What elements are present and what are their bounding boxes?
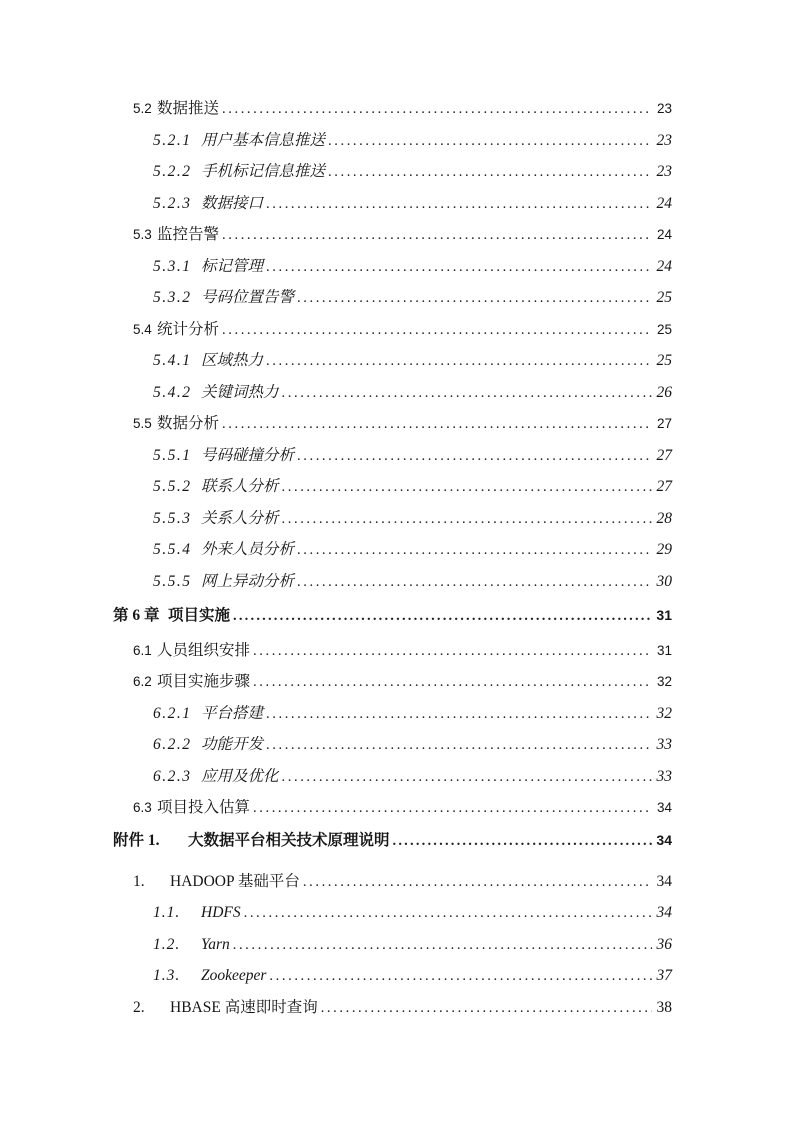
toc-entry-page: 23 <box>656 131 672 149</box>
toc-entry-number: 5.4.2 <box>153 383 192 401</box>
toc-entry-number: 6.2.3 <box>153 767 192 785</box>
toc-entry[interactable] <box>113 643 672 659</box>
toc-entry-title: 应用及优化 <box>201 767 279 785</box>
toc-entry-number: 附件 1. <box>113 831 160 849</box>
toc-entry-title: 关系人分析 <box>201 509 279 527</box>
toc-entry-page: 29 <box>656 541 672 558</box>
toc-entry[interactable] <box>113 290 672 306</box>
toc-entry[interactable] <box>113 607 672 624</box>
dot-leader <box>266 353 652 369</box>
toc-entry-page: 25 <box>656 352 672 369</box>
dot-leader <box>269 968 652 984</box>
toc-entry-title: 关键词热力 <box>201 383 279 401</box>
toc-entry-title: 号码位置告警 <box>201 289 295 306</box>
toc-entry[interactable] <box>113 322 672 338</box>
toc-entry-number: 5.3 <box>133 227 152 242</box>
toc-entry-number: 5.3.2 <box>153 289 192 306</box>
toc-entry-number: 2. <box>133 998 145 1016</box>
toc-entry-title: 数据推送 <box>157 100 220 117</box>
toc-entry-number: 1. <box>133 872 145 890</box>
toc-entry[interactable] <box>113 353 672 369</box>
dot-leader <box>266 737 652 753</box>
toc-entry-number: 5.4.1 <box>153 352 192 369</box>
toc-entry-page: 23 <box>656 101 672 116</box>
dot-leader <box>282 511 652 527</box>
toc-entry[interactable] <box>113 874 672 890</box>
toc-entry-page: 38 <box>656 998 672 1016</box>
toc-entry[interactable] <box>113 968 672 984</box>
toc-entry-number: 5.5.4 <box>153 541 192 558</box>
toc-entry[interactable] <box>113 385 672 401</box>
dot-leader <box>297 448 652 464</box>
toc-entry[interactable] <box>113 259 672 275</box>
toc-entry-number: 6.2.2 <box>153 736 192 753</box>
toc-entry-number: 第 6 章 <box>113 606 160 624</box>
toc-entry-page: 27 <box>656 416 672 431</box>
dot-leader <box>266 196 652 212</box>
toc-entry-title: 号码碰撞分析 <box>201 446 295 464</box>
toc-entry-title: 用户基本信息推送 <box>201 131 326 149</box>
toc-entry[interactable] <box>113 1000 672 1016</box>
toc-entry-title: 人员组织安排 <box>157 641 251 659</box>
toc-entry-number: 5.5.5 <box>153 572 192 590</box>
toc-entry-title: 项目实施步骤 <box>157 673 251 690</box>
toc-entry-title: HBASE 高速即时查询 <box>170 998 318 1016</box>
toc-entry-number: 1.2. <box>153 935 181 953</box>
dot-leader <box>282 769 652 785</box>
toc-entry-number: 5.4 <box>133 321 152 337</box>
toc-entry[interactable] <box>113 737 672 753</box>
toc-entry[interactable] <box>113 101 672 117</box>
toc-entry[interactable] <box>113 769 672 785</box>
toc-entry[interactable] <box>113 164 672 180</box>
toc-entry-page: 24 <box>656 194 672 212</box>
dot-leader <box>297 290 652 306</box>
dot-leader <box>266 259 652 275</box>
toc-entry-title: Zookeeper <box>201 967 267 984</box>
toc-entry-title: 网上异动分析 <box>201 572 295 590</box>
dot-leader <box>222 227 652 243</box>
toc-entry-title: 区域热力 <box>201 352 264 369</box>
toc-entry-page: 30 <box>656 572 672 590</box>
toc-entry-page: 27 <box>656 446 672 464</box>
toc-entry-title: 手机标记信息推送 <box>201 163 326 180</box>
toc-entry-number: 5.5 <box>133 416 152 431</box>
toc-entry-title: 标记管理 <box>201 257 264 275</box>
toc-entry-page: 31 <box>656 606 672 623</box>
toc-entry-number: 6.1 <box>133 642 152 658</box>
toc-entry-title: HADOOP 基础平台 <box>170 872 300 890</box>
toc-entry-page: 26 <box>656 383 672 401</box>
dot-leader <box>321 1000 652 1016</box>
toc-entry-title: 项目投入估算 <box>157 799 251 816</box>
dot-leader <box>233 608 652 624</box>
toc-entry[interactable] <box>113 479 672 495</box>
toc-entry-page: 36 <box>656 935 672 953</box>
dot-leader <box>282 479 652 495</box>
toc-entry-page: 37 <box>656 967 672 984</box>
toc-entry-page: 34 <box>656 800 672 815</box>
toc-entry-number: 1.1. <box>153 904 181 921</box>
dot-leader <box>222 322 652 338</box>
toc-entry-page: 28 <box>656 509 672 527</box>
toc-entry[interactable] <box>113 448 672 464</box>
toc-entry[interactable] <box>113 416 672 432</box>
toc-entry-number: 6.2 <box>133 674 152 689</box>
toc-entry[interactable] <box>113 542 672 558</box>
table-of-contents <box>113 101 672 1016</box>
dot-leader <box>303 874 652 890</box>
toc-entry-page: 33 <box>656 736 672 753</box>
toc-entry[interactable] <box>113 227 672 243</box>
toc-entry-page: 25 <box>656 289 672 306</box>
dot-leader <box>297 542 652 558</box>
dot-leader <box>328 164 652 180</box>
toc-entry-title: 大数据平台相关技术原理说明 <box>188 831 390 849</box>
toc-entry[interactable] <box>113 133 672 149</box>
dot-leader <box>253 674 652 690</box>
toc-entry-page: 27 <box>656 478 672 495</box>
toc-entry-number: 5.3.1 <box>153 257 192 275</box>
toc-entry-page: 24 <box>656 227 672 242</box>
toc-entry[interactable] <box>113 937 672 953</box>
toc-entry-page: 25 <box>656 321 672 337</box>
toc-entry[interactable] <box>113 674 672 690</box>
toc-entry[interactable] <box>113 574 672 590</box>
toc-entry-title: 项目实施 <box>168 606 231 624</box>
toc-entry[interactable] <box>113 511 672 527</box>
toc-entry-number: 5.2.2 <box>153 163 192 180</box>
toc-entry-title: 平台搭建 <box>201 704 264 722</box>
toc-entry-page: 32 <box>656 704 672 722</box>
dot-leader <box>297 574 652 590</box>
toc-entry-number: 5.2.1 <box>153 131 192 149</box>
toc-entry[interactable] <box>113 706 672 722</box>
toc-entry-page: 31 <box>656 642 672 658</box>
dot-leader <box>253 643 652 659</box>
toc-entry[interactable] <box>113 196 672 212</box>
toc-entry-page: 24 <box>656 257 672 275</box>
toc-entry-page: 34 <box>656 872 672 890</box>
toc-entry[interactable] <box>113 832 672 849</box>
toc-entry-number: 6.3 <box>133 800 152 815</box>
toc-entry-title: 外来人员分析 <box>201 541 295 558</box>
toc-entry-page: 33 <box>656 767 672 785</box>
toc-entry-page: 34 <box>656 904 672 921</box>
toc-entry-title: 监控告警 <box>157 226 220 243</box>
toc-entry-number: 5.5.1 <box>153 446 192 464</box>
toc-entry-title: Yarn <box>201 935 230 953</box>
toc-entry-title: 统计分析 <box>157 320 220 338</box>
toc-entry-title: HDFS <box>201 904 241 921</box>
toc-entry-number: 5.2 <box>133 101 152 116</box>
toc-entry-title: 数据接口 <box>201 194 264 212</box>
dot-leader <box>393 833 652 849</box>
dot-leader <box>282 385 652 401</box>
toc-entry[interactable] <box>113 800 672 816</box>
dot-leader <box>222 416 652 432</box>
dot-leader <box>266 706 652 722</box>
toc-entry-number: 1.3. <box>153 967 181 984</box>
dot-leader <box>253 800 652 816</box>
toc-entry-page: 23 <box>656 163 672 180</box>
toc-entry-page: 32 <box>656 674 672 689</box>
toc-entry-number: 5.5.3 <box>153 509 192 527</box>
toc-entry-number: 5.5.2 <box>153 478 192 495</box>
dot-leader <box>244 905 652 921</box>
toc-entry-number: 5.2.3 <box>153 194 192 212</box>
toc-entry-title: 功能开发 <box>201 736 264 753</box>
toc-entry-title: 联系人分析 <box>201 478 279 495</box>
dot-leader <box>222 101 652 117</box>
toc-entry-number: 6.2.1 <box>153 704 192 722</box>
toc-entry-title: 数据分析 <box>157 415 220 432</box>
dot-leader <box>233 937 652 953</box>
dot-leader <box>328 133 652 149</box>
toc-entry-page: 34 <box>656 831 672 848</box>
toc-entry[interactable] <box>113 905 672 921</box>
